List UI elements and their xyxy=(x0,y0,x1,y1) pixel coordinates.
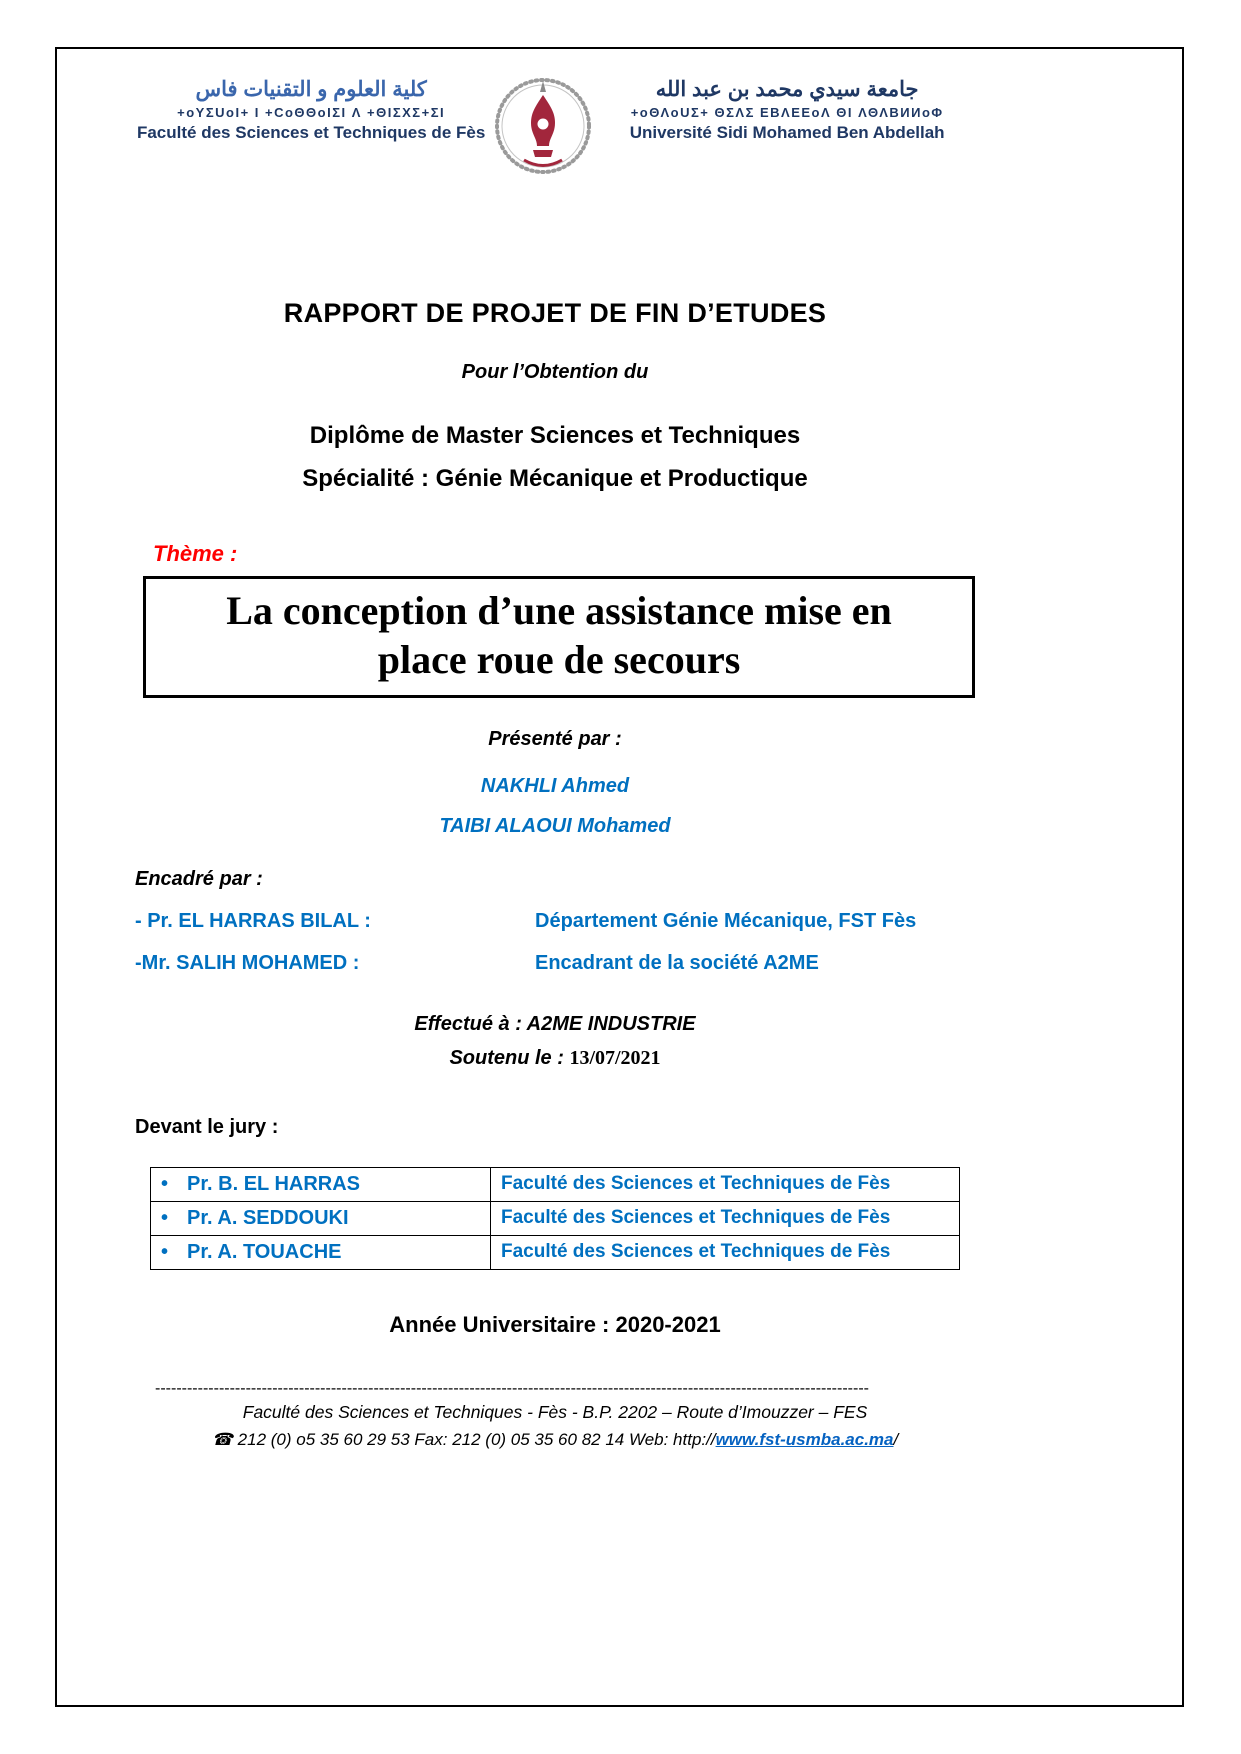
thesis-title-box xyxy=(143,576,975,698)
defense-date-line xyxy=(135,1047,975,1070)
jury-affiliation-cell: Faculté des Sciences et Techniques de Fès xyxy=(491,1167,960,1201)
jury-affiliation-cell: Faculté des Sciences et Techniques de Fès xyxy=(491,1235,960,1269)
student-name-1: NAKHLI Ahmed xyxy=(480,774,630,797)
student-name-2: TAIBI ALAOUI Mohamed xyxy=(439,814,671,837)
footer-contact-text: 212 (0) o5 35 60 29 53 Fax: 212 (0) 05 35 60 82 14 Web: http:// xyxy=(232,1429,716,1449)
jury-row-2 xyxy=(151,1201,960,1235)
jury-row-3 xyxy=(151,1235,960,1269)
footer-separator: -------------------------------------------------------------------------------------------------------------------------------------- xyxy=(155,1379,869,1397)
footer-contact-line xyxy=(135,1430,975,1450)
website-link[interactable]: www.fst-usmba.ac.ma xyxy=(715,1429,894,1449)
jury-member-name: Pr. A. SEDDOUKI xyxy=(187,1206,349,1229)
jury-member-cell xyxy=(151,1235,491,1269)
faculty-name-tifinagh: +oYΣUoI+ I +CoΘΘoIΣI Λ +ΘIΣXΣ+ΣI xyxy=(177,105,446,120)
supervisor-name-2: -Mr. SALIH MOHAMED : xyxy=(135,951,360,974)
supervisor-row-1 xyxy=(135,910,975,933)
university-seal-icon xyxy=(493,71,593,181)
website-link-suffix: / xyxy=(893,1429,899,1449)
supervisor-role-2: Encadrant de la société A2ME xyxy=(535,951,819,974)
page-content xyxy=(135,47,975,1450)
institution-header xyxy=(135,71,975,186)
obtention-subtitle: Pour l’Obtention du xyxy=(461,361,649,383)
faculty-name-arabic: كلية العلوم و التقنيات فاس xyxy=(195,78,427,101)
supervised-by-label: Encadré par : xyxy=(135,867,263,890)
bullet-icon: • xyxy=(161,1240,169,1263)
jury-affiliation-cell: Faculté des Sciences et Techniques de Fès xyxy=(491,1201,960,1235)
phone-icon: ☎ xyxy=(211,1429,233,1449)
jury-member-name: Pr. B. EL HARRAS xyxy=(187,1172,360,1195)
jury-member-cell xyxy=(151,1201,491,1235)
university-block xyxy=(599,71,975,143)
report-type-title: RAPPORT DE PROJET DE FIN D’ETUDES xyxy=(283,298,827,328)
university-name-arabic: جامعة سيدي محمد بن عبد الله xyxy=(655,78,919,101)
bullet-icon: • xyxy=(161,1172,169,1195)
internship-location: Effectué à : A2ME INDUSTRIE xyxy=(414,1012,696,1035)
faculty-block xyxy=(135,71,487,143)
jury-table xyxy=(150,1167,960,1270)
bullet-icon: • xyxy=(161,1206,169,1229)
theme-label: Thème : xyxy=(153,541,238,566)
university-name-tifinagh: +oΘΛoUΣ+ ΘΣΛΣ ΕΒΛΕΕoΛ ΘI ΛΘΛΒИИoΦ xyxy=(630,105,944,120)
thesis-title-line2: place roue de secours xyxy=(377,636,741,682)
academic-year: Année Universitaire : 2020-2021 xyxy=(389,1311,721,1337)
university-seal-logo xyxy=(487,71,599,186)
supervisor-name-1: - Pr. EL HARRAS BILAL : xyxy=(135,909,371,932)
presented-by-label: Présenté par : xyxy=(488,727,622,750)
thesis-title-line1: La conception d’une assistance mise en xyxy=(226,588,892,633)
footer-address: Faculté des Sciences et Techniques - Fès - B.P. 2202 – Route d’Imouzzer – FES xyxy=(242,1401,868,1422)
faculty-name-french: Faculté des Sciences et Techniques de Fès xyxy=(136,123,486,142)
defense-date-value: 13/07/2021 xyxy=(569,1046,661,1069)
specialty-title: Spécialité : Génie Mécanique et Productique xyxy=(302,465,808,492)
supervisor-row-2 xyxy=(135,952,975,975)
diploma-title: Diplôme de Master Sciences et Techniques xyxy=(309,422,801,449)
supervisor-role-1: Département Génie Mécanique, FST Fès xyxy=(535,909,917,932)
jury-member-name: Pr. A. TOUACHE xyxy=(187,1240,342,1263)
jury-row-1 xyxy=(151,1167,960,1201)
jury-member-cell xyxy=(151,1167,491,1201)
university-name-french: Université Sidi Mohamed Ben Abdellah xyxy=(629,123,945,142)
jury-label: Devant le jury : xyxy=(135,1115,279,1138)
defense-date-label: Soutenu le : xyxy=(449,1046,570,1069)
